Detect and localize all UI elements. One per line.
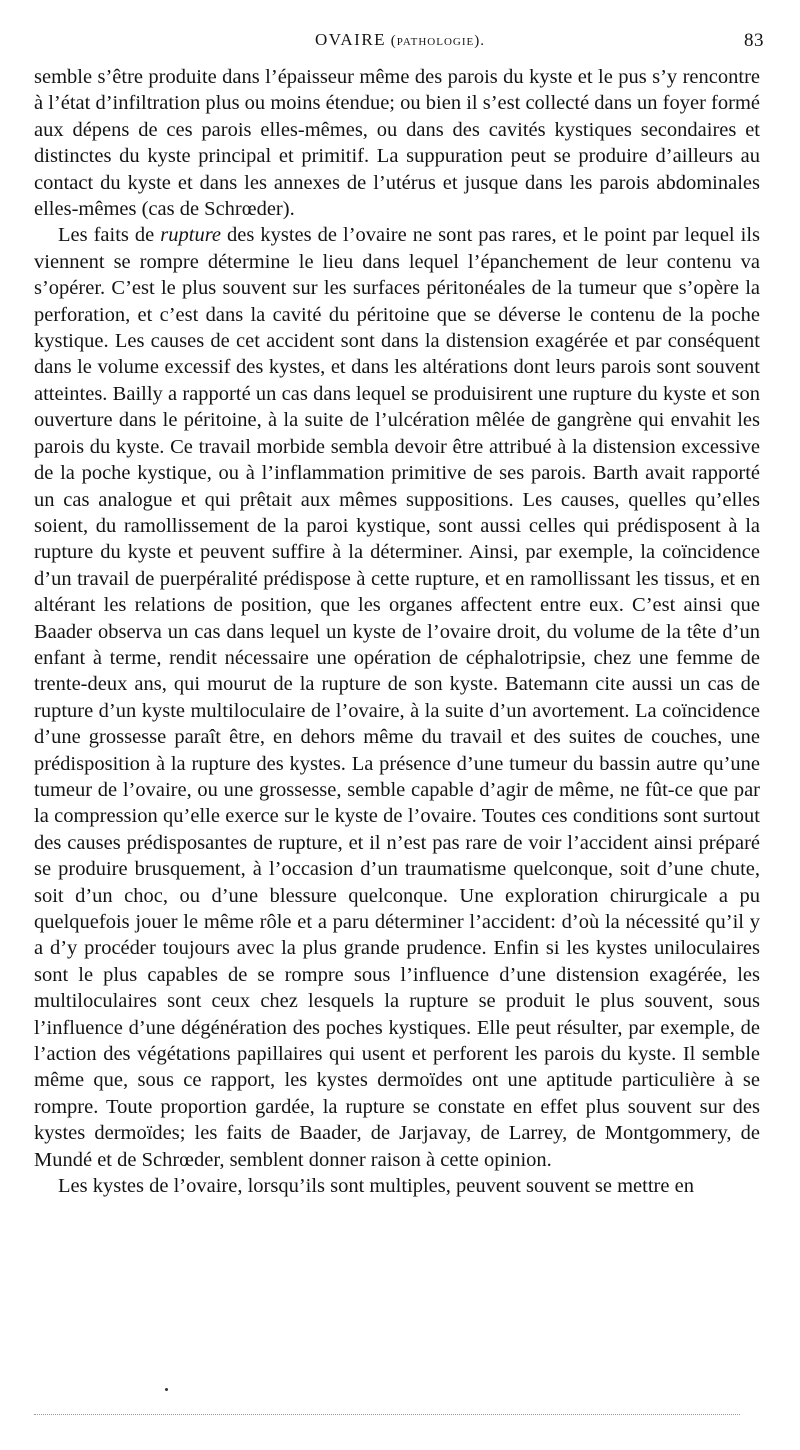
paragraph-2-text-before: Les faits de [58,224,161,247]
paragraph-2-text-after: des kystes de l’ovaire ne sont pas rares, et le point par lequel ils viennent se rompre détermine le lieu dans lequel l’épanchement de leur contenu va s’opérer. C’est le plus souvent sur les surfaces péritonéales de la tumeur que s’opère la perforation, et c’est dans la cavité du péritoine que se déverse le contenu de la poche kystique. Les causes de cet accident sont dans la distension exagérée et par conséquent dans le volume excessif des kystes, et dans les altérations dont leurs parois sont souvent atteintes. Bailly a rapporté un cas dans lequel se produisirent une rupture du kyste et son ouverture dans le péritoine, à la suite de l’ulcération mêlée de gangrène qui envahit les parois du kyste. Ce travail morbide sembla devoir être attribué à la distension excessive de la poche kystique, ou à l’inflammation primitive de ses parois. Barth avait rapporté un cas analogue et qui prêtait aux mêmes suppositions. Les causes, quelles qu’elles soient, du ramollissement de la paroi kystique, sont aussi celles qui prédisposent à la rupture du kyste et peuvent suffire à la déterminer. Ainsi, par exemple, la coïncidence d’un travail de puerpéralité prédispose à cette rupture, et en ramollissant les tissus, et en altérant les relations de position, que les organes affectent entre eux. C’est ainsi que Baader observa un cas dans lequel un kyste de l’ovaire droit, du volume de la tête d’un enfant à terme, rendit nécessaire une opération de céphalotripsie, chez une femme de trente-deux ans, qui mourut de la rupture de son kyste. Batemann cite aussi un cas de rupture d’un kyste multiloculaire de l’ovaire, à la suite d’un avortement. La coïncidence d’une grossesse paraît être, en dehors même du travail et des suites de couches, une prédisposition à la rupture des kystes. La présence d’une tumeur du bassin autre qu’une tumeur de l’ovaire, ou une grossesse, semble capable d’agir de même, ne fût-ce que par la compression qu’elle exerce sur le kyste de l’ovaire. Toutes ces conditions sont surtout des causes prédisposantes de rupture, et il n’est pas rare de voir l’accident ainsi préparé se produire brusquement, à l’occasion d’un traumatisme quelconque, soit d’une chute, soit d’un choc, ou d’une blessure quelconque. Une exploration chirurgicale a pu quelquefois jouer le même rôle et a paru déterminer l’accident: d’où la nécessité qu’il y a d’y procéder toujours avec la plus grande prudence. Enfin si les kystes uniloculaires sont le plus capables de se rompre sous l’influence d’une distension exagérée, les multiloculaires sont ceux chez lesquels la rupture se produit le plus souvent, sous l’influence d’une dégénération des poches kystiques. Elle peut résulter, par exemple, de l’action des végétations papillaires qui usent et perforent les parois du kyste. Il semble même que, sous ce rapport, les kystes dermoïdes ont une aptitude particulière à se rompre. Toute proportion gardée, la rupture se constate en effet plus souvent sur des kystes dermoïdes; les faits de Baader, de Jarjavay, de Larrey, de Montgommery, de Mundé et de Schrœder, semblent donner raison à cette opinion. [34,224,760,1171]
paragraph-3 [34,1173,760,1199]
paragraph-1 [34,64,760,222]
running-title [36,30,764,50]
paragraph-2-emphasis: rupture [160,224,222,247]
running-header [36,30,764,56]
paragraph-1-text: semble s’être produite dans l’épaisseur même des parois du kyste et le pus s’y rencontre à l’état d’infiltration plus ou moins étendue; ou bien il s’est collecté dans un foyer formé aux dépens de ces parois elles-mêmes, ou dans des cavités kystiques secondaires et distinctes du kyste principal et primitif. La suppuration peut se produire d’ailleurs au contact du kyste et dans les annexes de l’utérus et jusque dans les parois abdominales elles-mêmes (cas de Schrœder). [34,66,760,221]
paragraph-2 [34,222,760,1173]
ink-speck [165,1388,168,1391]
page-number: 83 [744,30,764,51]
running-title-sub: (pathologie). [390,33,485,49]
paragraph-3-text: Les kystes de l’ovaire, lorsqu’ils sont multiples, peuvent souvent se mettre en [58,1175,694,1198]
body-text [34,64,760,1199]
running-title-main: OVAIRE [315,30,387,49]
bottom-rule [34,1414,740,1415]
